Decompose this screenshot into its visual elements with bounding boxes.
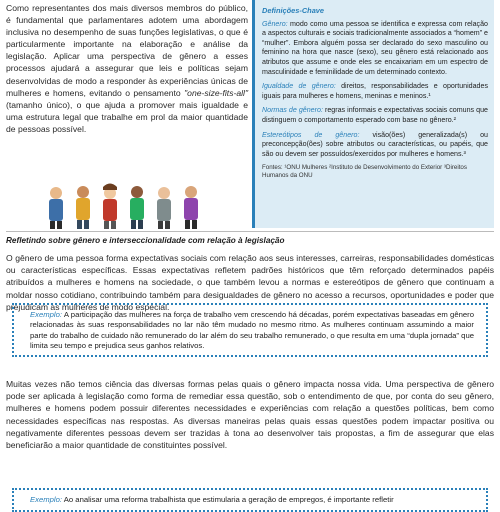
intro-text-1: Como representantes dos mais diversos membros do público, é fundamental que parlamentares adotem uma abordagem inclusiva no desempenho de suas funções legislativas, o que é particularmente importante na elaboração e análise da legislação. Aplicar uma perspectiva de gênero a esses processos ajudará a assegurar que leis e políticas sejam desenvolvidas de modo a responder às experiências únicas de mulheres e homens, evitando o pensamento [6, 3, 248, 98]
definition-term: Normas de gênero: [262, 106, 323, 115]
definition-term: Estereótipos de gênero: [262, 130, 360, 139]
people-illustration [38, 181, 218, 229]
definitions-sources: Fontes: ¹ONU Mulheres ²Instituto de Desenvolvimento do Exterior ³Direitos Humanos da ONU [262, 164, 467, 180]
definition-text: modo como uma pessoa se identifica e expressa com relação a aspectos culturais e sociais tradicionalmente associados a “homem” e “mulher”. Embora alguém possa ser declarado do sexo masculino ou feminino na hora que nasce (sexo), seu gênero está relacionado aos atributos que assume e onde eles se encaixariam em um espectro de masculinidade e feminilidade de um determinado contexto. [262, 19, 488, 76]
worker-person-6 [184, 186, 198, 229]
definitions-title: Definições-Chave [262, 6, 325, 15]
example-label: Exemplo: [30, 495, 63, 504]
example-text: A participação das mulheres na força de trabalho vem crescendo há décadas, porém expectativas baseadas em gênero relacionadas às suas responsabilidades no lar não têm mudado no mesmo ritmo. As mulheres continuam assumindo a maior parte do trabalho de cuidado não remunerado do lar além do seu trabalho remunerado, o que resulta em uma “dupla jornada” que limita seu tempo e prejudica seus ganhos relativos. [30, 310, 474, 351]
worker-person-2 [76, 186, 90, 229]
key-definitions-box [252, 0, 494, 228]
intro-paragraph [6, 2, 248, 135]
definition-term: Gênero: [262, 19, 288, 28]
worker-person-4 [130, 186, 144, 229]
intro-text-2: (tamanho único), o que ajuda a promover mais igualdade e uma estrutura legal que trabalhe em prol da maior quantidade de pessoas possível. [6, 99, 248, 134]
definition-gender-equality [262, 82, 488, 101]
intro-quote: "one-size-fits-all" [184, 87, 248, 98]
definition-text: visão(ões) generalizada(s) ou preconcepção(ões) sobre atributos ou características, ou papéis, que são ou devem ser possuídos/exercidos por mulheres e homens.³ [262, 130, 489, 158]
definition-gender-norms [262, 106, 488, 125]
section-heading: Refletindo sobre gênero e interseccionalidade com relação à legislação [6, 236, 285, 245]
definition-term: Igualdade de gênero: [262, 82, 336, 91]
definition-text: direitos, responsabilidades e oportunidades iguais para mulheres e homens, meninas e meninos.¹ [262, 82, 488, 100]
worker-person-5 [157, 187, 171, 229]
section-divider [6, 231, 494, 232]
example-box-1 [12, 303, 488, 357]
example-label: Exemplo: [30, 310, 63, 319]
definition-gender [262, 20, 488, 78]
worker-person-1 [49, 187, 63, 229]
example-box-2 [12, 488, 488, 512]
section-paragraph-2: Muitas vezes não temos ciência das diversas formas pelas quais o gênero impacta nossa vida. Uma perspectiva de gênero pode ser aplicada à legislação como forma de remediar essa questão, sob o entendimento de que, por conta do seu gênero, mulheres e homens podem possuir diferentes necessidades e experiências com relação a questões políticas, bem como necessidades específicas nas respostas. As diversas maneiras pelas quais essas questões podem impactar positiva ou negativamente diferentes pessoas devem ser trazidas à tona ao desenvolver tais propostas, a fim de assegurar que elas beneficiarão a maior quantidade de constituintes possível. [6, 379, 494, 451]
definition-gender-stereotypes [262, 131, 488, 160]
worker-person-3 [103, 184, 117, 230]
section-paragraph-1: O gênero de uma pessoa forma expectativas sociais com relação aos seus interesses, carreiras, responsabilidades domésticas ou características específicas. Essas expectativas refletem padrões históricos que têm reforçado determinados papéis atribuídos a mulheres e homens na sociedade, o que também levou a normas e estereótipos de gênero que continuam a moldar nosso cotidiano, contribuindo também para desigualdades de gênero no acesso a recursos, oportunidades e poder que prejudicam as mulheres de modo especial. [6, 253, 494, 312]
definition-text: regras informais e expectativas sociais comuns que distinguem o comportamento esperado com base no gênero.² [262, 106, 488, 124]
example-text: Ao analisar uma reforma trabalhista que estimularia a geração de empregos, é importante refletir [62, 495, 394, 504]
